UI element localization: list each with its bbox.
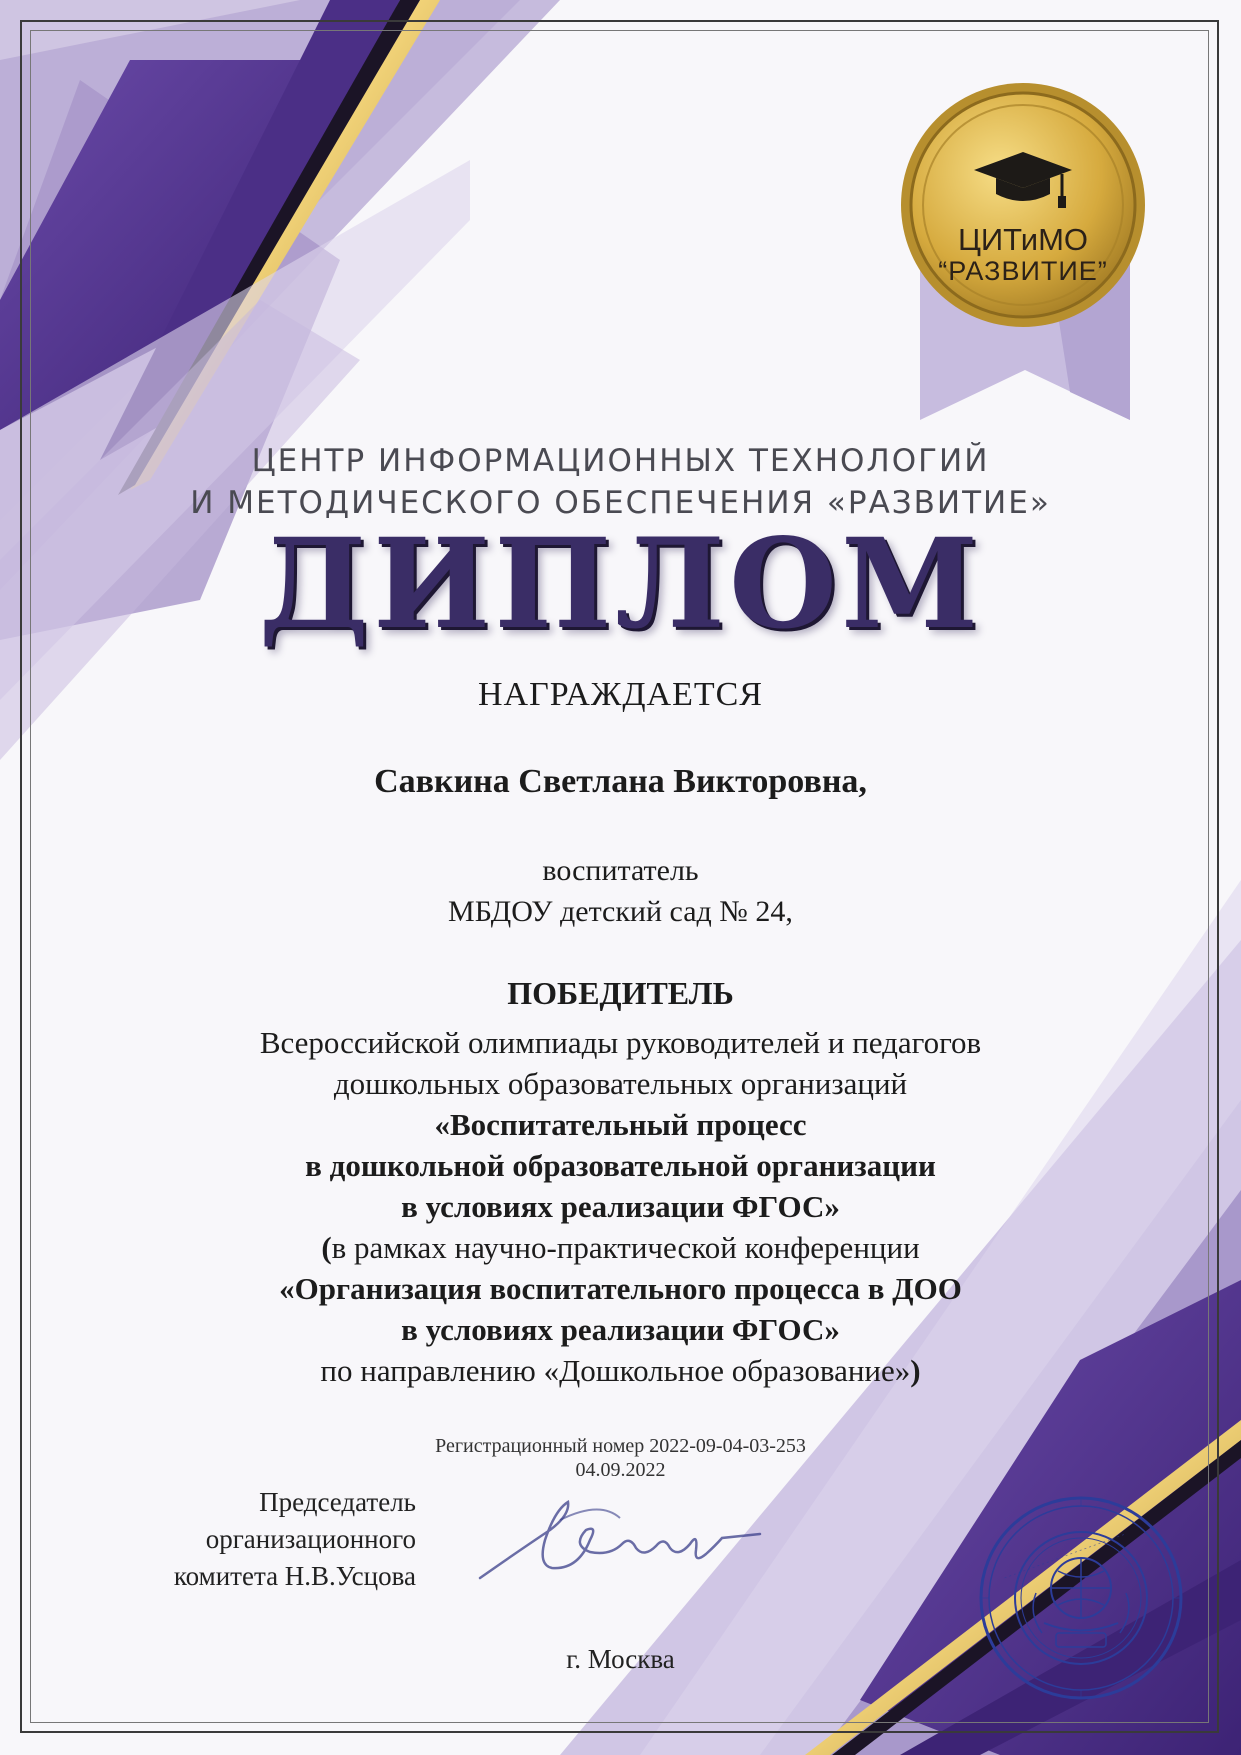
- seal-text-line1: ЦИТиМО: [957, 222, 1089, 257]
- award-line9-text: по направлению «Дошкольное образование»: [320, 1353, 911, 1388]
- award-line2: дошкольных образовательных организаций: [333, 1066, 908, 1101]
- handwritten-signature: [460, 1490, 780, 1590]
- award-line6-paren: (: [321, 1230, 332, 1265]
- registration-number: Регистрационный номер 2022-09-04-03-253: [435, 1435, 806, 1457]
- award-line8: в условиях реализации ФГОС»: [401, 1312, 840, 1347]
- recipient-details: [0, 850, 1241, 932]
- chairman-signature-block: [80, 1484, 416, 1595]
- award-line6-text: в рамках научно-практической конференции: [331, 1230, 920, 1265]
- chairman-line3: комитета Н.В.Усцова: [173, 1561, 416, 1591]
- award-description: [0, 1022, 1241, 1391]
- registration-info: [0, 1434, 1241, 1482]
- award-line9: [0, 1350, 1241, 1391]
- recipient-institution: МБДОУ детский сад № 24,: [448, 895, 793, 928]
- award-line1: Всероссийской олимпиады руководителей и педагогов: [259, 1025, 982, 1060]
- chairman-line1: Председатель: [259, 1487, 416, 1517]
- award-line6: [0, 1227, 1241, 1268]
- award-line7: «Организация воспитательного процесса в ДОО: [279, 1271, 962, 1306]
- award-line9-paren: ): [910, 1353, 921, 1388]
- awarded-label: НАГРАЖДАЕТСЯ: [478, 676, 763, 713]
- diploma-title: ДИПЛОМ: [258, 512, 983, 657]
- award-line3: «Воспитательный процесс: [434, 1107, 807, 1142]
- award-status: ПОБЕДИТЕЛЬ: [507, 975, 734, 1011]
- city: г. Москва: [566, 1644, 675, 1674]
- seal-text-line2: “РАЗВИТИЕ”: [938, 256, 1108, 286]
- award-line4: в дошкольной образовательной организации: [305, 1148, 936, 1183]
- award-line5: в условиях реализации ФГОС»: [401, 1189, 840, 1224]
- graduation-cap-icon: [968, 148, 1078, 212]
- organization-name-line1: ЦЕНТР ИНФОРМАЦИОННЫХ ТЕХНОЛОГИЙ: [251, 443, 990, 479]
- recipient-position: воспитатель: [542, 854, 699, 887]
- chairman-line2: организационного: [205, 1524, 416, 1554]
- organization-name-line2: И МЕТОДИЧЕСКОГО ОБЕСПЕЧЕНИЯ «РАЗВИТИЕ»: [190, 485, 1051, 521]
- registration-date: 04.09.2022: [575, 1459, 666, 1481]
- recipient-name: Савкина Светлана Викторовна,: [374, 763, 867, 800]
